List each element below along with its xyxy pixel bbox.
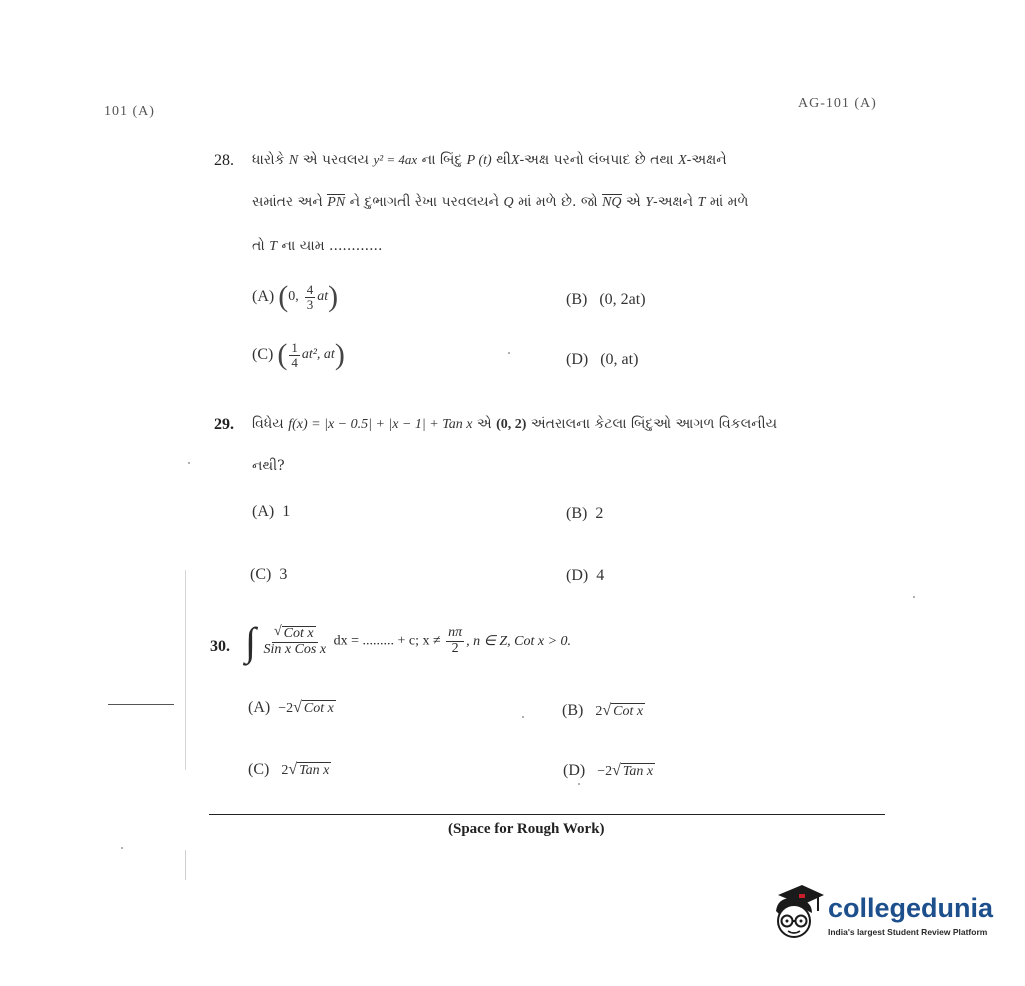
math-var: Q: [503, 195, 514, 210]
math-var: X: [510, 153, 520, 168]
numerator: nπ: [448, 625, 463, 641]
math-var: P (t): [466, 153, 492, 168]
option-label: (C): [248, 761, 270, 778]
scan-margin-line: [185, 850, 186, 880]
sqrt: √ Cot x: [293, 699, 334, 716]
paren-right: ): [328, 280, 339, 313]
text: માં મળે છે. જો: [518, 194, 598, 210]
option-label: (B): [562, 702, 584, 719]
question-number: 28.: [214, 152, 234, 169]
text: એ: [625, 194, 641, 210]
text: ને દુભાગતી રેખા પરવલયને: [349, 194, 500, 210]
option-label: (A): [252, 288, 275, 305]
option-c[interactable]: [252, 340, 345, 370]
option-label: (D): [566, 351, 589, 368]
option-label: (D): [566, 567, 589, 584]
scan-speck: [913, 596, 915, 598]
npi-fraction: [446, 626, 464, 656]
parabola-equation: y² = 4ax: [373, 152, 418, 167]
option-label: (A): [248, 699, 271, 716]
coefficient: 2: [595, 704, 603, 719]
integral-expression: [245, 618, 571, 665]
option-b[interactable]: [566, 291, 646, 309]
text: -અક્ષ પરનો લંબપાદ છે તથા: [519, 152, 674, 168]
segment-pn: PN: [327, 195, 346, 210]
math-var: T: [269, 239, 278, 254]
numerator: 4: [306, 281, 314, 297]
question-text-line-3: [252, 238, 382, 255]
option-value: 3: [279, 566, 288, 583]
option-value: 2: [595, 505, 604, 522]
option-value: 1: [282, 503, 291, 520]
sqrt: √ Cot x: [602, 702, 644, 719]
rough-work-note: (Space for Rough Work): [448, 821, 605, 837]
option-a[interactable]: [248, 699, 336, 717]
question-number: 29.: [214, 416, 234, 433]
option-value: (0, at): [600, 351, 639, 368]
option-label: (B): [566, 505, 588, 522]
text: અંતરાલના કેટલા બિંદુઓ આગળ વિકલનીય: [530, 416, 778, 432]
option-c[interactable]: [248, 761, 331, 779]
question-text-line-2: નથી?: [252, 458, 285, 474]
math-var: X: [678, 153, 687, 168]
text: થી: [496, 152, 511, 168]
text: સમાંતર અને: [252, 194, 323, 210]
paren-right: ): [334, 338, 345, 371]
page-code-left: 101 (A): [104, 104, 155, 119]
option-label: (B): [566, 291, 588, 308]
radicand: Tan x: [622, 764, 654, 779]
option-a[interactable]: [252, 282, 338, 312]
integral-sign: ∫: [245, 619, 256, 664]
condition: , n ∈ Z, Cot x > 0.: [466, 634, 572, 649]
sqrt: √ Tan x: [612, 762, 654, 779]
radicand: Cot x: [303, 701, 334, 716]
option-value: 4: [596, 567, 605, 584]
collegedunia-logo[interactable]: [768, 881, 1008, 951]
question-number: 30.: [210, 638, 230, 655]
text: ધારોકે: [252, 152, 285, 168]
option-d[interactable]: [563, 762, 655, 780]
text: ના બિંદુ: [421, 152, 463, 168]
text: એ: [476, 416, 492, 432]
denominator: 2: [451, 641, 459, 656]
option-a[interactable]: [252, 503, 290, 521]
sqrt: √ Tan x: [288, 761, 330, 778]
numerator: [272, 625, 318, 643]
line-nq: NQ: [602, 195, 622, 210]
option-d[interactable]: [566, 351, 638, 369]
scan-speck: [578, 783, 580, 785]
text: માં મળે: [709, 194, 749, 210]
option-value: at: [317, 289, 329, 304]
math-var: N: [288, 153, 299, 168]
denominator: 4: [291, 354, 298, 370]
text: -અક્ષને: [686, 152, 727, 168]
math-var: T: [697, 195, 706, 210]
option-label: (D): [563, 762, 586, 779]
option-c[interactable]: [250, 566, 287, 584]
option-value: at², at: [301, 347, 335, 362]
sqrt: √ Cot x: [273, 624, 314, 642]
question-text-line-1: [252, 152, 727, 169]
coefficient: −2: [278, 701, 294, 716]
fraction: [289, 341, 300, 369]
option-label: (C): [250, 566, 272, 583]
question-text-line-1: [252, 416, 777, 433]
option-b[interactable]: [562, 702, 645, 720]
text: તો: [252, 238, 265, 254]
text: વિધેય: [252, 416, 284, 432]
margin-rule: [108, 704, 174, 705]
logo-tagline: India's largest Student Review Platform: [828, 927, 988, 937]
divider-rule: [209, 814, 885, 815]
scan-speck: [522, 716, 524, 718]
coefficient: 2: [281, 763, 289, 778]
denominator: 3: [306, 296, 314, 312]
option-d[interactable]: [566, 567, 604, 585]
question-text-line-2: [252, 194, 748, 211]
scan-speck: [508, 352, 510, 354]
mascot-icon: [768, 881, 824, 949]
text: એ પરવલય: [302, 152, 370, 168]
scan-margin-line: [185, 570, 186, 770]
option-value: (0, 2at): [599, 291, 646, 308]
radicand: Cot x: [613, 704, 644, 719]
option-b[interactable]: [566, 505, 603, 523]
scan-speck: [121, 847, 123, 849]
option-label: (A): [252, 503, 275, 520]
integrand-fraction: [261, 625, 328, 657]
function-expression: f(x) = |x − 0.5| + |x − 1| + Tan x: [288, 417, 473, 432]
paren-left: (: [277, 338, 288, 371]
fraction: [305, 283, 316, 311]
page-code-right: AG-101 (A): [798, 96, 877, 111]
interval: (0, 2): [496, 417, 527, 432]
coefficient: −2: [597, 764, 613, 779]
numerator: 1: [291, 339, 298, 355]
text: ના યામ ............: [281, 238, 383, 254]
math-var: Y: [645, 195, 653, 210]
denominator: Sin x Cos x: [263, 642, 327, 657]
text: -અક્ષને: [653, 194, 694, 210]
radicand: Tan x: [299, 763, 330, 778]
paren-left: (: [278, 280, 289, 313]
scan-speck: [188, 462, 190, 464]
option-label: (C): [252, 346, 274, 363]
option-value: 0,: [288, 289, 299, 304]
logo-wordmark: collegedunia: [828, 893, 994, 923]
integral-tail: dx = ......... + c; x ≠: [333, 633, 441, 649]
radicand: Cot x: [283, 626, 314, 642]
